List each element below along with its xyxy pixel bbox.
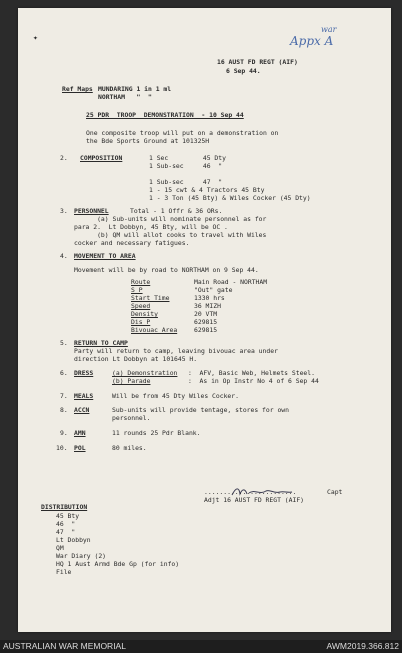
unit-header: 16 AUST FD REGT (AIF) <box>217 58 298 66</box>
composition-line: 1 - 15 cwt & 4 Tractors 45 Bty <box>149 186 265 194</box>
composition-line: 1 Sec 45 Dty <box>149 154 226 162</box>
personnel-line: (b) QM will allot cooks to travel with Wiles <box>74 231 267 239</box>
movement-value-start-time: 1330 hrs <box>194 294 225 302</box>
dress-a-label: (a) Demonstration <box>112 369 178 377</box>
accn-line: Sub-units will provide tentage, stores for own <box>112 406 289 414</box>
document-title: 25 PDR TROOP DEMONSTRATION - 10 Sep 44 <box>86 111 244 119</box>
composition-line: 1 - 3 Ton (45 Bty) & Wiles Cocker (45 Dty) <box>149 194 311 202</box>
dress-heading: DRESS <box>74 369 94 377</box>
composition-line: 1 Sub-sec 47 " <box>149 178 223 186</box>
composition-line: 1 Sub-sec 46 " <box>149 162 223 170</box>
distribution-item: War Diary (2) <box>56 552 107 560</box>
personnel-line: cocker and necessary fatigues. <box>74 239 190 247</box>
personnel-line: (a) Sub-units will nominate personnel as for <box>74 215 267 223</box>
movement-key-density: Density <box>131 310 158 318</box>
distribution-heading: DISTRIBUTION <box>41 503 88 511</box>
footer-bar <box>0 640 402 653</box>
accn-heading: ACCN <box>74 406 90 414</box>
movement-key-dis-p: Dis P <box>131 318 151 326</box>
movement-key-speed: Speed <box>131 302 151 310</box>
section-number: 10. <box>56 444 68 452</box>
ref-maps-line-2: NORTHAM " " <box>98 93 152 101</box>
section-number: 7. <box>60 392 68 400</box>
footer-institution: AUSTRALIAN WAR MEMORIAL <box>3 641 126 651</box>
distribution-item: 45 Bty <box>56 512 80 520</box>
handwritten-appx: Appx A <box>290 34 334 48</box>
return-camp-heading: RETURN TO CAMP <box>74 339 128 347</box>
movement-value-speed: 36 MIZH <box>194 302 221 310</box>
movement-value-sp: "Out" gate <box>194 286 233 294</box>
personnel-heading: PERSONNEL <box>74 207 109 215</box>
section-number: 8. <box>60 406 68 414</box>
meals-heading: MEALS <box>74 392 94 400</box>
dress-a-value: : AFV, Basic Web, Helmets Steel. <box>188 369 315 377</box>
movement-value-dis-p: 629815 <box>194 318 218 326</box>
section-number: 6. <box>60 369 68 377</box>
movement-value-bivouac: 629815 <box>194 326 218 334</box>
intro-line-2: the Bde Sports Ground at 101325H <box>86 137 210 145</box>
movement-heading: MOVEMENT TO AREA <box>74 252 136 260</box>
movement-key-route: Route <box>131 278 151 286</box>
personnel-total: Total - 1 Offr & 36 ORs. <box>130 207 223 215</box>
dress-b-label: (b) Parade <box>112 377 151 385</box>
intro-line-1: One composite troop will put on a demonstration on <box>86 129 279 137</box>
corner-mark: ✦ <box>33 33 38 42</box>
amn-text: 11 rounds 25 Pdr Blank. <box>112 429 201 437</box>
handwritten-war: war <box>321 25 337 34</box>
document-page <box>18 8 391 632</box>
distribution-item: 47 " <box>56 528 76 536</box>
accn-line: personnel. <box>112 414 151 422</box>
footer-accession-number: AWM2019.366.812 <box>326 641 399 651</box>
section-number: 3. <box>60 207 68 215</box>
distribution-item: Lt Dobbyn <box>56 536 91 544</box>
personnel-line: para 2. Lt Dobbyn, 45 Bty, will be OC . <box>74 223 228 231</box>
movement-key-start-time: Start Time <box>131 294 170 302</box>
signature-dots: ........................ <box>204 488 297 496</box>
movement-key-bivouac: Bivouac Area <box>131 326 178 334</box>
distribution-item: QM <box>56 544 64 552</box>
movement-value-density: 20 VTM <box>194 310 218 318</box>
document-date: 6 Sep 44. <box>226 67 261 75</box>
meals-text: Will be from 45 Dty Wiles Cocker. <box>112 392 239 400</box>
dress-b-value: : As in Op Instr No 4 of 6 Sep 44 <box>188 377 319 385</box>
pol-text: 80 miles. <box>112 444 147 452</box>
ref-maps-line-1: MUNDARING 1 in 1 ml <box>98 85 172 93</box>
section-number: 5. <box>60 339 68 347</box>
ref-maps-label: Ref Maps <box>62 85 93 93</box>
movement-value-route: Main Road - NORTHAM <box>194 278 268 286</box>
pol-heading: POL <box>74 444 86 452</box>
section-number: 4. <box>60 252 68 260</box>
section-number: 9. <box>60 429 68 437</box>
return-camp-line: Party will return to camp, leaving bivouac area under <box>74 347 278 355</box>
distribution-item: HQ 1 Aust Armd Bde Gp (for info) <box>56 560 180 568</box>
distribution-item: 46 " <box>56 520 76 528</box>
signature-line: Adjt 16 AUST FD REGT (AIF) <box>204 496 305 504</box>
distribution-item: File <box>56 568 72 576</box>
return-camp-line: direction Lt Dobbyn at 101645 H. <box>74 355 198 363</box>
composition-heading: COMPOSITION <box>80 154 123 162</box>
amn-heading: AMN <box>74 429 86 437</box>
movement-intro: Movement will be by road to NORTHAM on 9 Sep 44. <box>74 266 259 274</box>
signature-capt: Capt <box>327 488 343 496</box>
movement-key-sp: S P <box>131 286 143 294</box>
section-number: 2. <box>60 154 68 162</box>
